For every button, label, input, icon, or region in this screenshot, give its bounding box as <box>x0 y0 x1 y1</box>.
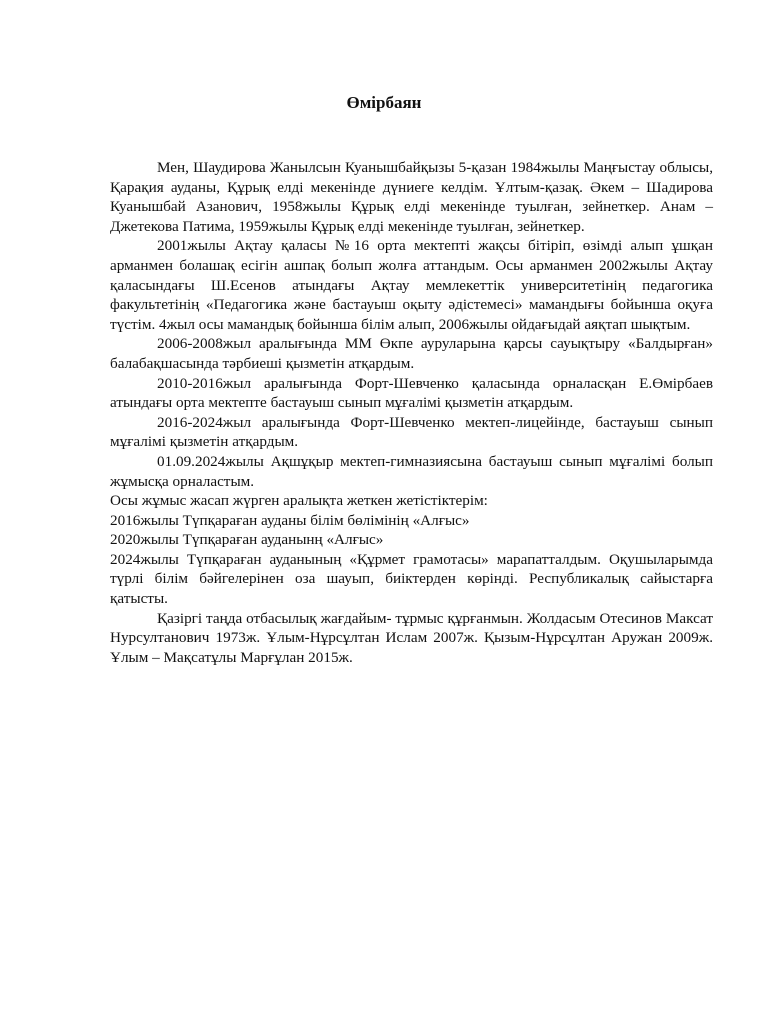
document-body <box>110 158 713 667</box>
page-title: Өмірбаян <box>346 93 422 112</box>
paragraph-achievements-intro: Осы жұмыс жасап жүрген аралықта жеткен жетістіктерім: <box>110 492 488 510</box>
paragraph-kindergarten-work: 2006-2008жыл аралығында ММ Өкпе ауруларына қарсы сауықтыру «Балдырған» балабақшасында тәрбиеші қызметін атқардым. <box>110 335 713 372</box>
paragraph-gymnasium-work-2024: 01.09.2024жылы Ақшұқыр мектеп-гимназиясына бастауыш сынып мұғалімі болып жұмысқа орналастым. <box>110 452 713 490</box>
paragraph-education: 2001жылы Ақтау қаласы №16 орта мектепті жақсы бітіріп, өзімді алып ұшқан арманмен болашақ есігін ашпақ болып жолға аттандым. Осы арманмен 2002жылы Ақтау қаласындағы Ш.Есенов атындағы Ақтау мемлекеттік университетінің педагогика факультетінің «Педагогика және бастауыш оқыту әдістемесі» мамандығы бойынша оқуға түстім. 4жыл осы мамандық бойынша білім алып, 2006жылы ойдағыдай аяқтап шықтым. <box>110 237 713 333</box>
paragraph-achievement-2016: 2016жылы Түпқараған ауданы білім бөлімінің «Алғыс» <box>110 511 470 529</box>
paragraph-birth-family: Мен, Шаудирова Жанылсын Куанышбайқызы 5-қазан 1984жылы Маңғыстау облысы, Қарақия ауданы, Құрық елді мекенінде дүниеге келдім. Ұлтым-қазақ. Әкем – Шадирова Куанышбай Азанович, 1958жылы Құрық елді мекенінде туылған, зейнеткер. Анам – Джетекова Патима, 1959жылы Құрық елді мекенінде туылған, зейнеткер. <box>110 159 713 235</box>
paragraph-family-status: Қазіргі таңда отбасылық жағдайым- тұрмыс құрғанмын. Жолдасым Отесинов Максат Нурсултанович 1973ж. Ұлым-Нұрсұлтан Ислам 2007ж. Қызым-Нұрсұлтан Аружан 2009ж. Ұлым – Мақсатұлы Марғұлан 2015ж. <box>110 609 713 666</box>
paragraph-school-work-2010: 2010-2016жыл аралығында Форт-Шевченко қаласында орналасқан Е.Өмірбаев атындағы орта мектепте бастауыш сынып мұғалімі қызметін атқардым. <box>110 374 713 412</box>
paragraph-achievement-2020: 2020жылы Түпқараған ауданынң «Алғыс» <box>110 531 384 549</box>
paragraph-lyceum-work-2016: 2016-2024жыл аралығында Форт-Шевченко мектеп-лицейінде, бастауыш сынып мұғалімі қызметін атқардым. <box>110 413 713 451</box>
paragraph-achievement-2024: 2024жылы Түпқараған ауданының «Құрмет грамотасы» марапатталдым. Оқушыларымда түрлі білім бәйгелерінен оза шауып, биіктерден көрінді. Республикалық сайыстарға қатысты. <box>110 550 713 608</box>
